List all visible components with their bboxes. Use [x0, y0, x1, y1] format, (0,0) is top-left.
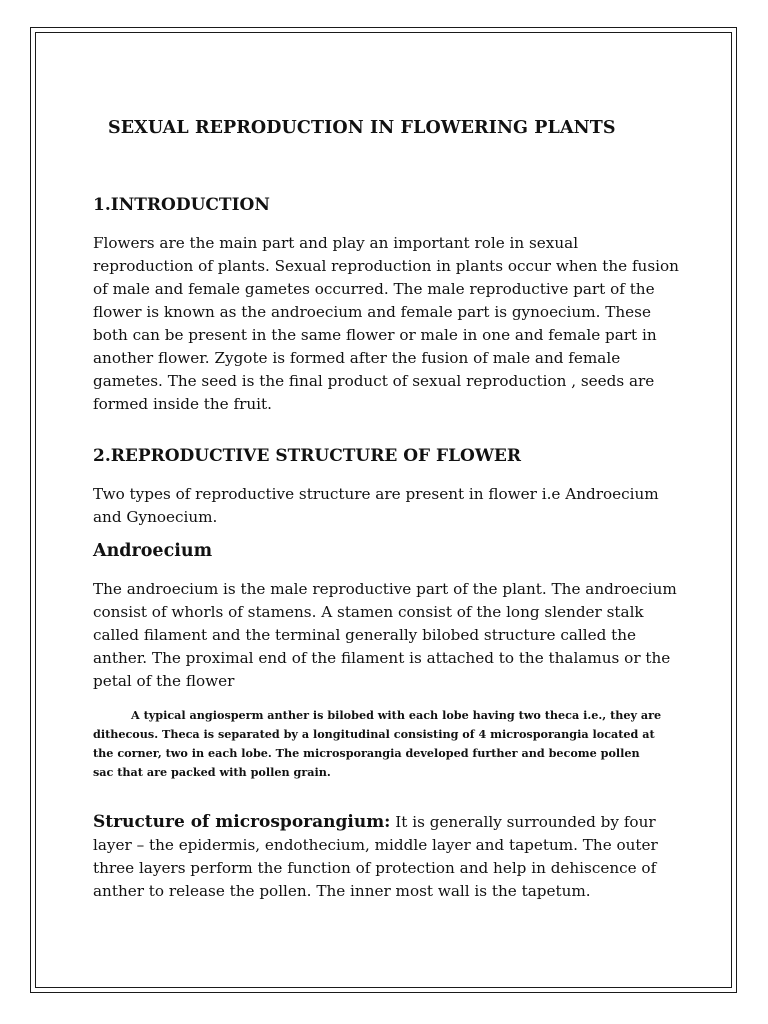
anther-note	[93, 706, 678, 782]
intro-line: another flower. Zygote is formed after the fusion of male and female	[93, 349, 621, 367]
microsporangium-first-line	[93, 811, 678, 834]
intro-line: reproduction of plants. Sexual reproduction in plants occur when the fusion	[93, 257, 679, 275]
intro-paragraph	[93, 232, 678, 416]
document-title: SEXUAL REPRODUCTION IN FLOWERING PLANTS	[108, 118, 616, 138]
reproductive-structure-heading: 2.REPRODUCTIVE STRUCTURE OF FLOWER	[93, 446, 522, 466]
androecium-line: anther. The proximal end of the filament is attached to the thalamus or the	[93, 649, 671, 667]
androecium-line: consist of whorls of stamens. A stamen consist of the long slender stalk	[93, 603, 644, 621]
intro-line: both can be present in the same flower or male in one and female part in	[93, 326, 657, 344]
reproductive-structure-line: Two types of reproductive structure are present in flower i.e Androecium	[93, 485, 659, 503]
androecium-line: petal of the flower	[93, 672, 235, 690]
androecium-paragraph	[93, 578, 678, 693]
anther-note-line: the corner, two in each lobe. The microsporangia developed further and become pollen	[93, 746, 640, 760]
intro-line: gametes. The seed is the final product of sexual reproduction , seeds are	[93, 372, 655, 390]
anther-note-line: A typical angiosperm anther is bilobed with each lobe having two theca i.e., they are	[131, 708, 662, 722]
intro-heading: 1.INTRODUCTION	[93, 195, 270, 215]
anther-note-line: dithecous. Theca is separated by a longitudinal consisting of 4 microsporangia located at	[93, 727, 655, 741]
microsporangium-heading: Structure of microsporangium:	[93, 812, 391, 832]
microsporangium-first-line-rest: It is generally surrounded by four	[390, 813, 656, 831]
androecium-line: The androecium is the male reproductive part of the plant. The androecium	[93, 580, 677, 598]
intro-line: flower is known as the androecium and female part is gynoecium. These	[93, 303, 651, 321]
microsporangium-line: layer – the epidermis, endothecium, middle layer and tapetum. The outer	[93, 836, 658, 854]
microsporangium-paragraph	[93, 811, 678, 903]
microsporangium-line: anther to release the pollen. The inner most wall is the tapetum.	[93, 882, 591, 900]
reproductive-structure-paragraph	[93, 483, 678, 529]
reproductive-structure-line: and Gynoecium.	[93, 508, 218, 526]
intro-line: formed inside the fruit.	[93, 395, 272, 413]
androecium-heading: Androecium	[93, 541, 213, 561]
microsporangium-line: three layers perform the function of protection and help in dehiscence of	[93, 859, 657, 877]
intro-line: Flowers are the main part and play an important role in sexual	[93, 234, 579, 252]
intro-line: of male and female gametes occurred. The male reproductive part of the	[93, 280, 655, 298]
androecium-line: called filament and the terminal generally bilobed structure called the	[93, 626, 637, 644]
anther-note-line: sac that are packed with pollen grain.	[93, 765, 331, 779]
